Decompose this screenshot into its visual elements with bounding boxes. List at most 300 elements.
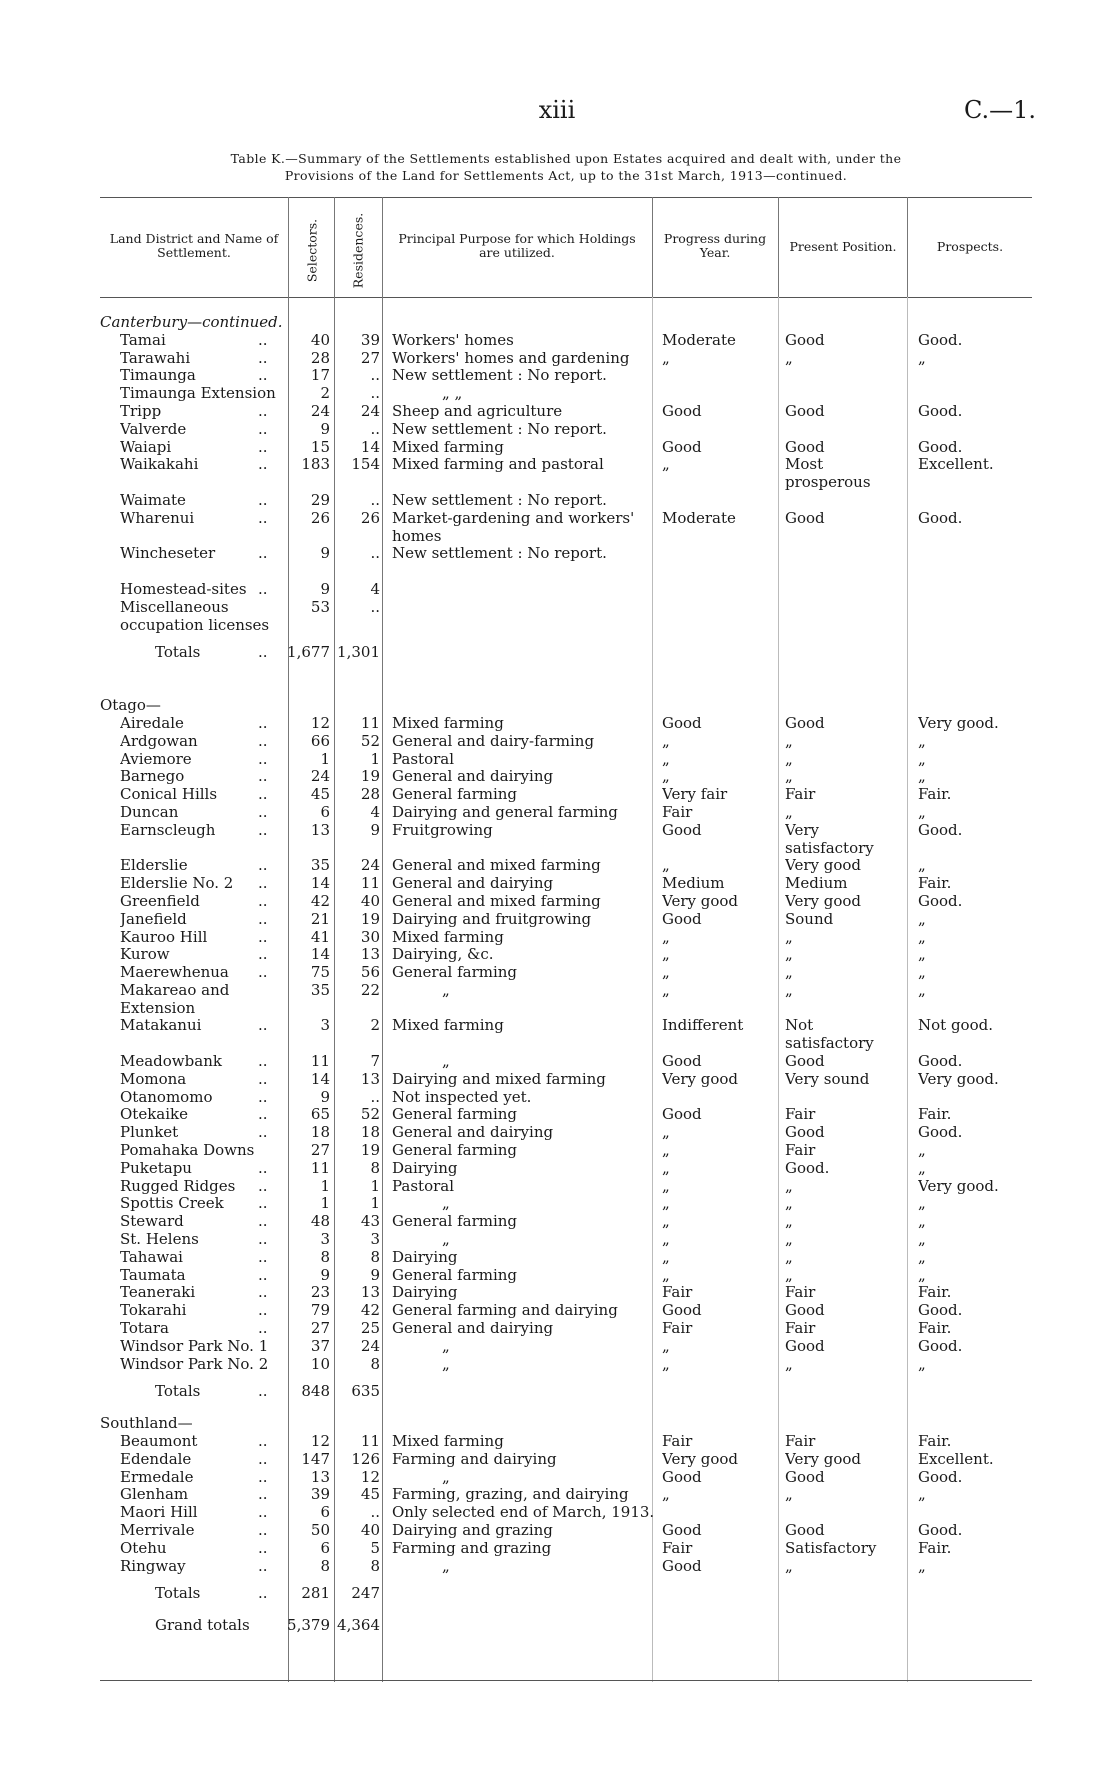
table-row: [100, 1302, 1032, 1320]
table-cell: ..: [258, 1585, 268, 1603]
table-cell: „: [662, 981, 670, 999]
table-cell: ..: [258, 821, 268, 839]
table-cell: 45: [310, 786, 330, 804]
table-cell: Waimate: [120, 491, 186, 509]
table-cell: Medium: [785, 875, 848, 893]
table-cell: Timaunga Extension: [120, 385, 276, 403]
table-cell: 14: [310, 946, 330, 964]
table-cell: Fair: [785, 1320, 816, 1338]
table-cell: „: [662, 750, 670, 768]
table-row: [100, 1558, 1032, 1576]
table-cell: Pastoral: [392, 1177, 455, 1195]
table-cell: „: [785, 1213, 793, 1231]
table-row: [100, 1089, 1032, 1107]
table-row: [100, 1486, 1032, 1504]
table-row: [100, 545, 1032, 563]
table-cell: 37: [310, 1337, 330, 1355]
table-cell: Fair.: [918, 1284, 952, 1302]
table-cell: 18: [310, 1124, 330, 1142]
grand-totals-row: [100, 1617, 1032, 1635]
header-selectors: Selectors.: [304, 218, 320, 283]
table-cell: Canterbury—continued.: [100, 313, 283, 331]
table-cell: Good: [785, 509, 825, 527]
table-cell: „: [785, 1177, 793, 1195]
table-cell: General farming: [392, 1213, 518, 1231]
table-cell: Dairying and fruitgrowing: [392, 910, 592, 928]
table-row: [100, 1249, 1032, 1267]
table-cell: Good: [662, 910, 702, 928]
table-row: [100, 946, 1032, 964]
table-cell: General and dairy-farming: [392, 732, 595, 750]
table-cell: Good.: [918, 331, 963, 349]
table-cell: ..: [258, 1195, 268, 1213]
table-cell: 9: [320, 1266, 330, 1284]
table-cell: 3: [370, 1231, 380, 1249]
table-cell: Pastoral: [392, 750, 455, 768]
table-cell: Greenfield: [120, 892, 200, 910]
table-cell: 183: [301, 456, 330, 474]
table-cell: „: [662, 928, 670, 946]
table-cell: 53: [310, 598, 330, 616]
table-cell: 11: [360, 875, 380, 893]
table-cell: Good: [662, 1522, 702, 1539]
table-cell: „: [662, 1159, 670, 1177]
table-cell: Very good: [785, 892, 862, 910]
table-cell: Tamai: [120, 331, 166, 349]
table-cell: ..: [370, 491, 380, 509]
table-cell: „: [442, 1231, 450, 1249]
table-cell: New settlement : No report.: [392, 545, 607, 563]
table-cell: 9: [320, 545, 330, 563]
table-cell: „: [785, 1248, 793, 1266]
table-cell: Otekaike: [120, 1106, 188, 1124]
table-cell: Medium: [662, 875, 725, 893]
table-row: [100, 804, 1032, 822]
table-cell: 8: [320, 1248, 330, 1266]
table-cell: ..: [258, 349, 268, 367]
table-cell: Satisfactory: [785, 1539, 877, 1557]
table-cell: 56: [360, 964, 380, 982]
table-cell: „: [918, 910, 926, 928]
table-cell: „: [918, 1159, 926, 1177]
table-cell: „: [662, 964, 670, 982]
table-cell: 635: [351, 1383, 380, 1401]
table-cell: 19: [360, 768, 380, 786]
table-cell: „: [918, 964, 926, 982]
table-row: [100, 1142, 1032, 1160]
table-cell: „: [662, 857, 670, 875]
table-cell: Windsor Park No. 2: [120, 1355, 269, 1373]
table-cell: Good: [662, 402, 702, 420]
table-cell: Good: [785, 402, 825, 420]
table-row: [100, 751, 1032, 769]
table-cell: „: [918, 1557, 926, 1575]
table-row: [100, 1053, 1032, 1071]
table-cell: Good.: [918, 1337, 963, 1355]
table-cell: Farming and grazing: [392, 1539, 552, 1557]
table-cell: Very good: [785, 1450, 862, 1468]
table-cell: 281: [301, 1585, 330, 1603]
table-cell: Good: [785, 331, 825, 349]
table-row: [100, 456, 1032, 492]
table-cell: 6: [320, 803, 330, 821]
table-cell: Duncan: [120, 803, 179, 821]
table-row: [100, 1469, 1032, 1487]
table-cell: 40: [360, 1522, 380, 1539]
table-cell: 154: [351, 456, 380, 474]
table-cell: Indifferent: [662, 1017, 744, 1035]
table-cell: ..: [258, 509, 268, 527]
table-cell: Fruitgrowing: [392, 821, 493, 839]
table-cell: 52: [360, 1106, 380, 1124]
table-cell: Good.: [918, 438, 963, 456]
settlements-table: [100, 314, 1032, 1635]
table-cell: ..: [258, 1159, 268, 1177]
district-heading: [100, 1415, 1032, 1433]
table-cell: Fair: [785, 1106, 816, 1124]
table-cell: Market-gardening and workers' homes: [392, 509, 635, 545]
table-cell: Glenham: [120, 1486, 189, 1504]
table-cell: „: [662, 1213, 670, 1231]
table-row: [100, 403, 1032, 421]
table-cell: General and dairying: [392, 875, 554, 893]
table-cell: ..: [258, 714, 268, 732]
caption-line-2: Provisions of the Land for Settlements Act, up to the 31st March, 1913—continued.: [284, 168, 848, 183]
table-cell: Ermedale: [120, 1468, 194, 1486]
table-cell: Conical Hills: [120, 786, 218, 804]
totals-row: [100, 1383, 1032, 1401]
table-cell: „: [662, 1337, 670, 1355]
table-cell: 13: [360, 1070, 380, 1088]
table-row: [100, 1451, 1032, 1469]
table-cell: ..: [258, 875, 268, 893]
table-cell: Tripp: [120, 402, 162, 420]
table-row: [100, 1433, 1032, 1451]
table-cell: Mixed farming: [392, 1433, 504, 1451]
table-cell: St. Helens: [120, 1231, 199, 1249]
table-cell: 40: [310, 331, 330, 349]
table-cell: ..: [258, 1539, 268, 1557]
table-cell: 12: [360, 1468, 380, 1486]
table-cell: „: [918, 1142, 926, 1160]
table-row: [100, 1124, 1032, 1142]
table-cell: ..: [258, 750, 268, 768]
table-cell: Totals: [155, 644, 201, 662]
table-cell: Only selected end of March, 1913.: [392, 1504, 655, 1522]
table-cell: Good.: [785, 1159, 830, 1177]
table-cell: Tokarahi: [120, 1302, 187, 1320]
table-cell: Edendale: [120, 1450, 192, 1468]
table-cell: Very good: [785, 857, 862, 875]
table-cell: ..: [258, 1266, 268, 1284]
table-row: [100, 1160, 1032, 1178]
table-cell: Fair: [662, 1284, 693, 1302]
table-cell: 126: [351, 1450, 380, 1468]
table-cell: Tarawahi: [120, 349, 191, 367]
table-cell: New settlement : No report.: [392, 367, 607, 385]
table-cell: Dairying, &c.: [392, 946, 494, 964]
table-cell: „: [662, 1142, 670, 1160]
table-cell: „: [662, 1266, 670, 1284]
table-cell: General farming: [392, 1266, 518, 1284]
table-cell: ..: [258, 1088, 268, 1106]
table-cell: „: [442, 1468, 450, 1486]
table-cell: Very sound: [785, 1070, 870, 1088]
table-row: [100, 715, 1032, 733]
table-caption: [100, 150, 1032, 184]
table-cell: „: [662, 1248, 670, 1266]
table-row: [100, 964, 1032, 982]
table-cell: Dairying: [392, 1284, 458, 1302]
table-cell: ..: [258, 1070, 268, 1088]
table-cell: Ringway: [120, 1557, 186, 1575]
table-cell: Plunket: [120, 1124, 179, 1142]
table-cell: 8: [370, 1355, 380, 1373]
table-cell: ..: [258, 1522, 268, 1539]
table-cell: Matakanui: [120, 1017, 202, 1035]
table-cell: ..: [258, 857, 268, 875]
table-row: [100, 1284, 1032, 1302]
table-cell: General and dairying: [392, 1124, 554, 1142]
table-cell: 19: [360, 910, 380, 928]
table-cell: 11: [310, 1159, 330, 1177]
table-cell: ..: [258, 928, 268, 946]
table-cell: 8: [370, 1159, 380, 1177]
table-cell: „: [918, 1248, 926, 1266]
table-cell: 2: [370, 1017, 380, 1035]
table-cell: 1: [320, 1177, 330, 1195]
table-cell: 1: [320, 1195, 330, 1213]
table-cell: ..: [258, 1557, 268, 1575]
table-cell: ..: [258, 1284, 268, 1302]
table-row: [100, 1195, 1032, 1213]
table-cell: 17: [310, 367, 330, 385]
table-cell: „ „: [442, 385, 463, 403]
table-cell: 43: [360, 1213, 380, 1231]
table-cell: ..: [258, 545, 268, 563]
table-cell: Good.: [918, 402, 963, 420]
table-cell: 14: [310, 1070, 330, 1088]
table-cell: ..: [258, 438, 268, 456]
table-cell: 4: [370, 803, 380, 821]
table-cell: Good.: [918, 892, 963, 910]
table-row: [100, 893, 1032, 911]
table-cell: 1: [370, 750, 380, 768]
table-cell: Mixed farming: [392, 928, 504, 946]
table-cell: „: [785, 928, 793, 946]
table-cell: ..: [258, 964, 268, 982]
table-cell: Good: [785, 1522, 825, 1539]
table-cell: ..: [258, 1017, 268, 1035]
table-row: [100, 1178, 1032, 1196]
table-cell: Tahawai: [120, 1248, 183, 1266]
table-cell: 39: [360, 331, 380, 349]
table-cell: 21: [310, 910, 330, 928]
table-cell: Barnego: [120, 768, 185, 786]
table-cell: „: [785, 732, 793, 750]
table-row: [100, 1017, 1032, 1053]
table-cell: Momona: [120, 1070, 187, 1088]
table-cell: Not satisfactory: [785, 1017, 874, 1053]
table-cell: Taumata: [120, 1266, 186, 1284]
table-cell: 27: [310, 1320, 330, 1338]
table-row: [100, 786, 1032, 804]
table-cell: 9: [320, 420, 330, 438]
table-cell: Good.: [918, 821, 963, 839]
table-row: [100, 875, 1032, 893]
table-cell: 75: [310, 964, 330, 982]
table-cell: General and dairying: [392, 768, 554, 786]
table-cell: Good: [662, 438, 702, 456]
table-row: [100, 1320, 1032, 1338]
table-cell: Earnscleugh: [120, 821, 216, 839]
table-cell: „: [918, 1486, 926, 1504]
table-cell: „: [785, 349, 793, 367]
table-row: [100, 367, 1032, 385]
table-cell: General and dairying: [392, 1320, 554, 1338]
table-cell: Sound: [785, 910, 834, 928]
table-cell: 4,364: [337, 1617, 380, 1635]
table-cell: Good: [785, 1337, 825, 1355]
table-cell: 39: [310, 1486, 330, 1504]
header-purpose: Principal Purpose for which Holdings are utilized.: [398, 231, 636, 260]
table-cell: Moderate: [662, 509, 736, 527]
table-cell: „: [662, 1124, 670, 1142]
col-divider: [652, 197, 653, 301]
table-cell: Fair: [785, 1284, 816, 1302]
table-cell: 23: [310, 1284, 330, 1302]
table-cell: ..: [370, 598, 380, 616]
table-cell: 4: [370, 580, 380, 598]
table-cell: ..: [258, 491, 268, 509]
table-cell: ..: [258, 1106, 268, 1124]
table-cell: Fair: [662, 1320, 693, 1338]
district-heading: [100, 314, 1032, 332]
table-cell: 24: [360, 402, 380, 420]
table-cell: „: [785, 1266, 793, 1284]
table-cell: „: [442, 1195, 450, 1213]
table-cell: ..: [258, 1468, 268, 1486]
table-cell: Good: [662, 1053, 702, 1071]
table-cell: 5: [370, 1539, 380, 1557]
table-cell: Good.: [918, 1053, 963, 1071]
table-cell: ..: [258, 456, 268, 474]
table-cell: Very good: [662, 1070, 739, 1088]
table-cell: „: [442, 1355, 450, 1373]
table-cell: General farming: [392, 1106, 518, 1124]
table-cell: ..: [370, 367, 380, 385]
table-cell: „: [785, 1486, 793, 1504]
table-cell: Good: [662, 1557, 702, 1575]
table-cell: ..: [258, 1383, 268, 1401]
table-cell: Fair: [785, 1433, 816, 1451]
table-cell: Fair: [785, 786, 816, 804]
table-cell: 65: [310, 1106, 330, 1124]
table-cell: ..: [258, 1231, 268, 1249]
table-cell: Maerewhenua: [120, 964, 229, 982]
table-cell: Good: [662, 821, 702, 839]
table-cell: ..: [258, 1320, 268, 1338]
table-cell: Mixed farming: [392, 438, 504, 456]
table-cell: Not good.: [918, 1017, 993, 1035]
table-cell: 45: [360, 1486, 380, 1504]
table-cell: Rugged Ridges: [120, 1177, 236, 1195]
table-cell: „: [918, 981, 926, 999]
table-cell: Beaumont: [120, 1433, 198, 1451]
table-cell: Homestead-sites: [120, 580, 247, 598]
table-cell: 12: [310, 714, 330, 732]
table-cell: 50: [310, 1522, 330, 1539]
table-cell: Grand totals: [155, 1617, 250, 1635]
table-cell: „: [918, 928, 926, 946]
table-cell: Very good.: [918, 1070, 999, 1088]
table-row: [100, 350, 1032, 368]
table-cell: ..: [258, 946, 268, 964]
header-bottom-rule: [100, 297, 1032, 298]
table-cell: „: [785, 981, 793, 999]
table-cell: Elderslie: [120, 857, 188, 875]
table-cell: 52: [360, 732, 380, 750]
table-cell: ..: [370, 385, 380, 403]
table-cell: „: [785, 750, 793, 768]
table-cell: Kurow: [120, 946, 170, 964]
table-cell: Dairying and general farming: [392, 803, 618, 821]
table-cell: Dairying: [392, 1248, 458, 1266]
table-cell: 22: [360, 981, 380, 999]
table-cell: Maori Hill: [120, 1504, 198, 1522]
table-cell: ..: [258, 644, 268, 662]
table-cell: „: [918, 1355, 926, 1373]
table-bottom-rule: [100, 1680, 1032, 1681]
table-cell: „: [918, 1195, 926, 1213]
table-cell: 24: [360, 1337, 380, 1355]
table-cell: ..: [258, 1450, 268, 1468]
table-cell: Otanomomo: [120, 1088, 213, 1106]
table-cell: Fair.: [918, 1539, 952, 1557]
table-cell: „: [785, 946, 793, 964]
table-cell: ..: [258, 1248, 268, 1266]
table-cell: Southland—: [100, 1414, 193, 1433]
table-cell: 6: [320, 1539, 330, 1557]
table-cell: Good: [785, 1124, 825, 1142]
table-cell: 14: [310, 875, 330, 893]
table-cell: 13: [310, 1468, 330, 1486]
district-heading: [100, 697, 1032, 715]
table-row: [100, 599, 1032, 635]
table-cell: 7: [370, 1053, 380, 1071]
table-cell: Mixed farming: [392, 1017, 504, 1035]
table-cell: „: [918, 857, 926, 875]
table-cell: 1: [320, 750, 330, 768]
table-cell: New settlement : No report.: [392, 420, 607, 438]
table-cell: „: [785, 1355, 793, 1373]
table-cell: Excellent.: [918, 1450, 994, 1468]
table-row: [100, 439, 1032, 457]
table-cell: Good.: [918, 509, 963, 527]
table-cell: Otago—: [100, 696, 161, 715]
table-cell: Mixed farming and pastoral: [392, 456, 604, 474]
table-cell: 11: [310, 1053, 330, 1071]
table-cell: ..: [258, 1177, 268, 1195]
table-cell: Fair.: [918, 875, 952, 893]
table-cell: „: [662, 456, 670, 474]
table-cell: „: [918, 768, 926, 786]
table-cell: 247: [351, 1585, 380, 1603]
table-cell: Good: [785, 1468, 825, 1486]
table-row: [100, 1338, 1032, 1356]
table-cell: Very fair: [662, 786, 728, 804]
table-cell: 24: [310, 768, 330, 786]
